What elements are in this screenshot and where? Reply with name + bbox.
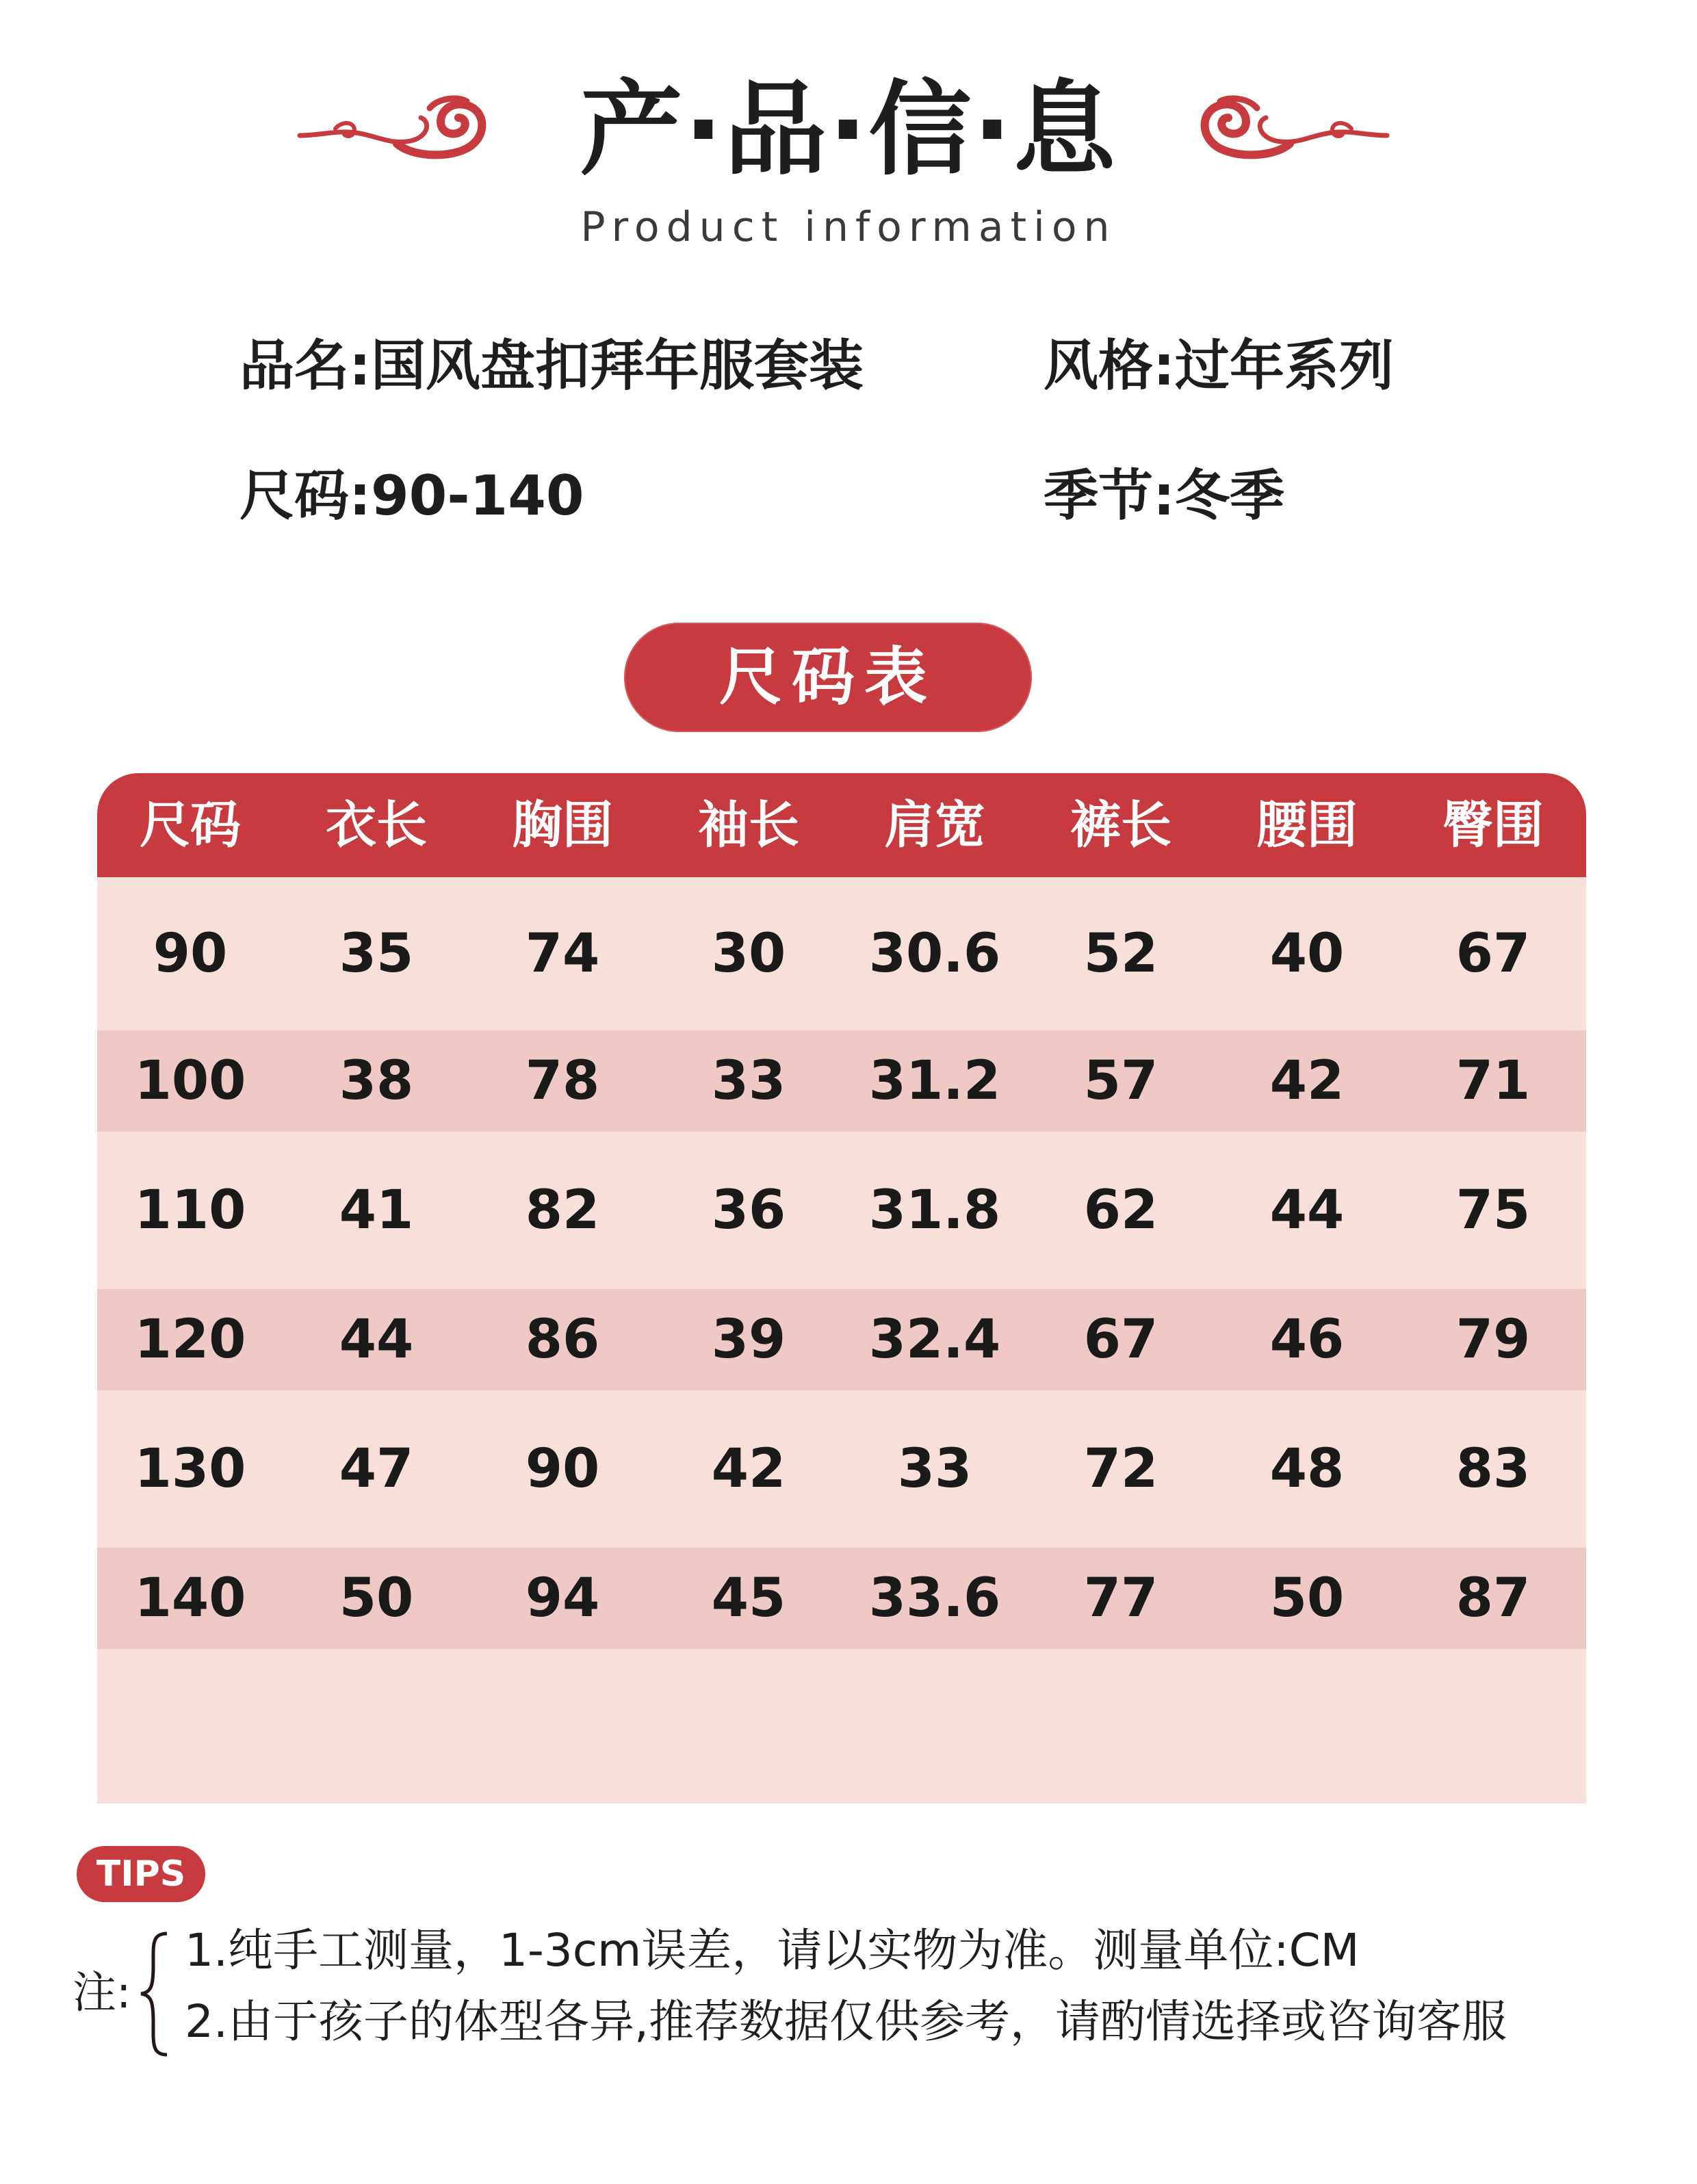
cell-chest: 90 xyxy=(525,1438,600,1500)
tips-badge: TIPS xyxy=(77,1846,205,1902)
header-cell-shoulder: 肩宽 xyxy=(884,796,985,855)
cell-pants-length: 67 xyxy=(1083,1309,1158,1370)
cell-hip: 79 xyxy=(1455,1309,1531,1370)
table-row xyxy=(97,1548,1586,1649)
note-label: 注: xyxy=(73,1968,131,2018)
cell-hip: 67 xyxy=(1455,923,1531,985)
table-row xyxy=(97,877,1586,1030)
cell-pants-length: 52 xyxy=(1083,923,1158,985)
cell-hip: 71 xyxy=(1455,1050,1531,1112)
cell-shoulder: 33.6 xyxy=(868,1568,1001,1629)
cell-length: 38 xyxy=(339,1050,414,1112)
note-line-2: 2.由于孩子的体型各异,推荐数据仅供参考，请酌情选择或咨询客服 xyxy=(185,1995,1507,2048)
cell-length: 41 xyxy=(339,1180,414,1241)
cell-waist: 50 xyxy=(1269,1568,1345,1629)
cell-chest: 78 xyxy=(525,1050,600,1112)
cell-waist: 48 xyxy=(1269,1438,1345,1500)
header-cell-sleeve: 袖长 xyxy=(698,796,799,855)
cell-waist: 46 xyxy=(1269,1309,1345,1370)
cell-size: 90 xyxy=(153,923,228,985)
page-subtitle: Product information xyxy=(580,203,1117,251)
cell-chest: 82 xyxy=(525,1180,600,1241)
cell-sleeve: 33 xyxy=(711,1050,786,1112)
info-style-label: 风格: xyxy=(1044,334,1175,398)
cell-sleeve: 39 xyxy=(711,1309,786,1370)
info-season xyxy=(1044,462,1284,530)
cell-chest: 86 xyxy=(525,1309,600,1370)
cell-size: 110 xyxy=(134,1180,246,1241)
header-cell-waist: 腰围 xyxy=(1256,796,1358,855)
cell-length: 35 xyxy=(339,923,414,985)
cell-sleeve: 45 xyxy=(711,1568,786,1629)
header-cell-pants-length: 裤长 xyxy=(1070,796,1171,855)
info-season-value: 冬季 xyxy=(1175,464,1284,528)
page-title: 产·品·信·息 xyxy=(580,70,1117,190)
table-row xyxy=(97,1030,1586,1132)
header-cell-size: 尺码 xyxy=(140,796,241,855)
info-style-value: 过年系列 xyxy=(1175,334,1394,398)
cell-size: 120 xyxy=(134,1309,246,1370)
note-line-1: 1.纯手工测量，1-3cm误差，请以实物为准。测量单位:CM xyxy=(185,1924,1360,1977)
cell-waist: 42 xyxy=(1269,1050,1345,1112)
table-body xyxy=(97,877,1586,1649)
cell-waist: 40 xyxy=(1269,923,1345,985)
header-cell-length: 衣长 xyxy=(326,796,427,855)
cell-shoulder: 31.8 xyxy=(868,1180,1001,1241)
cell-size: 130 xyxy=(134,1438,246,1500)
info-name-label: 品名: xyxy=(239,334,371,398)
info-style xyxy=(1044,332,1394,400)
cell-sleeve: 42 xyxy=(711,1438,786,1500)
cell-pants-length: 57 xyxy=(1083,1050,1158,1112)
brace-icon xyxy=(137,1931,175,2057)
cell-length: 44 xyxy=(339,1309,414,1370)
cell-chest: 74 xyxy=(525,923,600,985)
cell-shoulder: 32.4 xyxy=(868,1309,1001,1370)
cell-pants-length: 72 xyxy=(1083,1438,1158,1500)
cell-hip: 83 xyxy=(1455,1438,1531,1500)
cell-waist: 44 xyxy=(1269,1180,1345,1241)
header-cell-hip: 臀围 xyxy=(1442,796,1544,855)
cell-hip: 87 xyxy=(1455,1568,1531,1629)
info-name-value: 国风盘扣拜年服套装 xyxy=(371,334,864,398)
info-season-label: 季节: xyxy=(1044,464,1175,528)
table-row xyxy=(97,1390,1586,1548)
cell-shoulder: 30.6 xyxy=(868,923,1001,985)
cell-hip: 75 xyxy=(1455,1180,1531,1241)
info-size-value: 90-140 xyxy=(371,464,584,528)
cell-pants-length: 77 xyxy=(1083,1568,1158,1629)
cell-shoulder: 33 xyxy=(897,1438,972,1500)
table-header-row xyxy=(97,773,1586,877)
size-table xyxy=(97,773,1586,1804)
cell-length: 47 xyxy=(339,1438,414,1500)
info-size xyxy=(239,462,584,530)
table-row xyxy=(97,1289,1586,1390)
cell-pants-length: 62 xyxy=(1083,1180,1158,1241)
info-size-label: 尺码: xyxy=(239,464,371,528)
cell-size: 140 xyxy=(134,1568,246,1629)
cell-sleeve: 30 xyxy=(711,923,786,985)
cell-chest: 94 xyxy=(525,1568,600,1629)
info-product-name xyxy=(239,332,864,400)
cell-length: 50 xyxy=(339,1568,414,1629)
cell-size: 100 xyxy=(134,1050,246,1112)
table-row xyxy=(97,1132,1586,1289)
cell-shoulder: 31.2 xyxy=(868,1050,1001,1112)
size-chart-title-badge: 尺码表 xyxy=(624,623,1032,732)
cell-sleeve: 36 xyxy=(711,1180,786,1241)
header-cell-chest: 胸围 xyxy=(512,796,613,855)
